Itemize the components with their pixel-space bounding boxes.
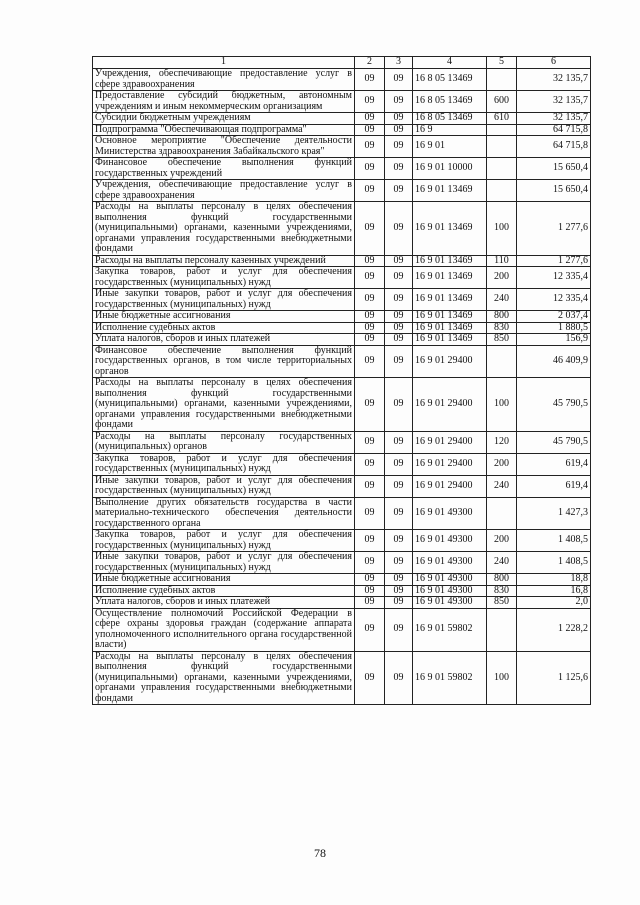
expense-type-cell: 830 <box>487 585 517 597</box>
section-cell: 09 <box>355 289 385 311</box>
amount-cell: 12 335,4 <box>517 289 591 311</box>
expense-type-cell: 100 <box>487 651 517 705</box>
target-article-cell: 16 8 05 13469 <box>413 69 487 91</box>
expense-type-cell: 110 <box>487 255 517 267</box>
table-row <box>93 453 591 475</box>
table-row <box>93 202 591 256</box>
target-article-cell: 16 9 01 10000 <box>413 158 487 180</box>
expense-type-cell: 100 <box>487 202 517 256</box>
target-article-cell: 16 9 01 59802 <box>413 608 487 651</box>
table-row <box>93 136 591 158</box>
amount-cell: 1 277,6 <box>517 202 591 256</box>
subsection-cell: 09 <box>385 475 413 497</box>
header-col-5: 5 <box>487 57 517 69</box>
section-cell: 09 <box>355 530 385 552</box>
item-name-cell: Закупка товаров, работ и услуг для обеспечения государственных (муниципальных) нужд <box>93 267 355 289</box>
section-cell: 09 <box>355 180 385 202</box>
target-article-cell: 16 9 01 13469 <box>413 334 487 346</box>
subsection-cell: 09 <box>385 202 413 256</box>
table-header-row <box>93 57 591 69</box>
item-name-cell: Иные бюджетные ассигнования <box>93 574 355 586</box>
expense-type-cell: 800 <box>487 574 517 586</box>
table-row <box>93 597 591 609</box>
section-cell: 09 <box>355 453 385 475</box>
target-article-cell: 16 9 01 49300 <box>413 585 487 597</box>
section-cell: 09 <box>355 255 385 267</box>
table-row <box>93 267 591 289</box>
target-article-cell: 16 9 01 49300 <box>413 597 487 609</box>
expense-type-cell <box>487 124 517 136</box>
table-row <box>93 475 591 497</box>
subsection-cell: 09 <box>385 311 413 323</box>
budget-table <box>92 56 591 705</box>
subsection-cell: 09 <box>385 113 413 125</box>
section-cell: 09 <box>355 651 385 705</box>
item-name-cell: Субсидии бюджетным учреждениям <box>93 113 355 125</box>
target-article-cell: 16 9 01 13469 <box>413 322 487 334</box>
table-row <box>93 255 591 267</box>
amount-cell: 156,9 <box>517 334 591 346</box>
section-cell: 09 <box>355 267 385 289</box>
item-name-cell: Иные закупки товаров, работ и услуг для обеспечения государственных (муниципальных) нужд <box>93 475 355 497</box>
table-row <box>93 608 591 651</box>
expense-type-cell <box>487 180 517 202</box>
target-article-cell: 16 8 05 13469 <box>413 91 487 113</box>
target-article-cell: 16 9 01 49300 <box>413 574 487 586</box>
item-name-cell: Иные закупки товаров, работ и услуг для обеспечения государственных (муниципальных) нужд <box>93 552 355 574</box>
amount-cell: 1 408,5 <box>517 530 591 552</box>
subsection-cell: 09 <box>385 124 413 136</box>
item-name-cell: Осуществление полномочий Российской Федерации в сфере охраны здоровья граждан (содержание аппарата уполномоченного исполнительного органа государственной власти) <box>93 608 355 651</box>
target-article-cell: 16 9 01 29400 <box>413 378 487 432</box>
amount-cell: 1 277,6 <box>517 255 591 267</box>
section-cell: 09 <box>355 136 385 158</box>
item-name-cell: Расходы на выплаты персоналу в целях обеспечения выполнения функций государственными (муниципальными) органами, казенными учреждениями, органами управления государственными внебюджетными фондами <box>93 202 355 256</box>
section-cell: 09 <box>355 608 385 651</box>
subsection-cell: 09 <box>385 136 413 158</box>
item-name-cell: Учреждения, обеспечивающие предоставление услуг в сфере здравоохранения <box>93 180 355 202</box>
amount-cell: 2 037,4 <box>517 311 591 323</box>
item-name-cell: Иные бюджетные ассигнования <box>93 311 355 323</box>
table-row <box>93 91 591 113</box>
subsection-cell: 09 <box>385 289 413 311</box>
amount-cell: 619,4 <box>517 453 591 475</box>
item-name-cell: Расходы на выплаты персоналу в целях обеспечения выполнения функций государственными (муниципальными) органами, казенными учреждениями, органами управления государственными внебюджетными фондами <box>93 651 355 705</box>
item-name-cell: Выполнение других обязательств государства в части материально-технического обеспечения деятельности государственного органа <box>93 497 355 530</box>
subsection-cell: 09 <box>385 497 413 530</box>
item-name-cell: Закупка товаров, работ и услуг для обеспечения государственных (муниципальных) нужд <box>93 453 355 475</box>
target-article-cell: 16 9 01 29400 <box>413 453 487 475</box>
expense-type-cell: 100 <box>487 378 517 432</box>
expense-type-cell: 240 <box>487 475 517 497</box>
section-cell: 09 <box>355 202 385 256</box>
target-article-cell: 16 9 01 13469 <box>413 267 487 289</box>
expense-type-cell <box>487 608 517 651</box>
section-cell: 09 <box>355 574 385 586</box>
section-cell: 09 <box>355 345 385 378</box>
subsection-cell: 09 <box>385 255 413 267</box>
target-article-cell: 16 9 01 29400 <box>413 475 487 497</box>
table-row <box>93 530 591 552</box>
page-number: 78 <box>314 846 326 860</box>
target-article-cell: 16 9 01 29400 <box>413 345 487 378</box>
amount-cell: 1 408,5 <box>517 552 591 574</box>
amount-cell: 32 135,7 <box>517 113 591 125</box>
table-row <box>93 497 591 530</box>
amount-cell: 1 427,3 <box>517 497 591 530</box>
item-name-cell: Расходы на выплаты персоналу в целях обеспечения выполнения функций государственными (муниципальными) органами, казенными учреждениями, органами управления государственными внебюджетными фондами <box>93 378 355 432</box>
amount-cell: 1 228,2 <box>517 608 591 651</box>
table-row <box>93 311 591 323</box>
amount-cell: 46 409,9 <box>517 345 591 378</box>
table-body <box>93 57 591 705</box>
table-row <box>93 431 591 453</box>
target-article-cell: 16 9 01 49300 <box>413 530 487 552</box>
section-cell: 09 <box>355 497 385 530</box>
subsection-cell: 09 <box>385 574 413 586</box>
table-row <box>93 651 591 705</box>
target-article-cell: 16 9 01 13469 <box>413 255 487 267</box>
table-row <box>93 289 591 311</box>
subsection-cell: 09 <box>385 585 413 597</box>
section-cell: 09 <box>355 431 385 453</box>
item-name-cell: Учреждения, обеспечивающие предоставление услуг в сфере здравоохранения <box>93 69 355 91</box>
expense-type-cell: 800 <box>487 311 517 323</box>
expense-type-cell: 120 <box>487 431 517 453</box>
item-name-cell: Иные закупки товаров, работ и услуг для обеспечения государственных (муниципальных) нужд <box>93 289 355 311</box>
table-row <box>93 322 591 334</box>
target-article-cell: 16 9 01 13469 <box>413 289 487 311</box>
subsection-cell: 09 <box>385 431 413 453</box>
amount-cell: 18,8 <box>517 574 591 586</box>
item-name-cell: Закупка товаров, работ и услуг для обеспечения государственных (муниципальных) нужд <box>93 530 355 552</box>
section-cell: 09 <box>355 124 385 136</box>
target-article-cell: 16 9 <box>413 124 487 136</box>
target-article-cell: 16 9 01 59802 <box>413 651 487 705</box>
item-name-cell: Основное мероприятие "Обеспечение деятельности Министерства здравоохранения Забайкальского края" <box>93 136 355 158</box>
expense-type-cell: 240 <box>487 552 517 574</box>
section-cell: 09 <box>355 378 385 432</box>
subsection-cell: 09 <box>385 597 413 609</box>
subsection-cell: 09 <box>385 158 413 180</box>
subsection-cell: 09 <box>385 453 413 475</box>
subsection-cell: 09 <box>385 69 413 91</box>
section-cell: 09 <box>355 113 385 125</box>
subsection-cell: 09 <box>385 180 413 202</box>
section-cell: 09 <box>355 597 385 609</box>
amount-cell: 15 650,4 <box>517 158 591 180</box>
table-row <box>93 158 591 180</box>
expense-type-cell <box>487 69 517 91</box>
amount-cell: 45 790,5 <box>517 431 591 453</box>
expense-type-cell: 610 <box>487 113 517 125</box>
table-row <box>93 378 591 432</box>
expense-type-cell <box>487 345 517 378</box>
amount-cell: 2,0 <box>517 597 591 609</box>
amount-cell: 16,8 <box>517 585 591 597</box>
expense-type-cell: 200 <box>487 453 517 475</box>
item-name-cell: Расходы на выплаты персоналу государственных (муниципальных) органов <box>93 431 355 453</box>
amount-cell: 1 880,5 <box>517 322 591 334</box>
amount-cell: 12 335,4 <box>517 267 591 289</box>
item-name-cell: Исполнение судебных актов <box>93 322 355 334</box>
amount-cell: 619,4 <box>517 475 591 497</box>
header-col-6: 6 <box>517 57 591 69</box>
section-cell: 09 <box>355 91 385 113</box>
section-cell: 09 <box>355 69 385 91</box>
item-name-cell: Исполнение судебных актов <box>93 585 355 597</box>
subsection-cell: 09 <box>385 267 413 289</box>
section-cell: 09 <box>355 322 385 334</box>
target-article-cell: 16 9 01 13469 <box>413 202 487 256</box>
section-cell: 09 <box>355 311 385 323</box>
subsection-cell: 09 <box>385 322 413 334</box>
header-col-1: 1 <box>93 57 355 69</box>
item-name-cell: Финансовое обеспечение выполнения функций государственных учреждений <box>93 158 355 180</box>
expense-type-cell: 600 <box>487 91 517 113</box>
table-row <box>93 345 591 378</box>
amount-cell: 32 135,7 <box>517 69 591 91</box>
subsection-cell: 09 <box>385 345 413 378</box>
item-name-cell: Расходы на выплаты персоналу казенных учреждений <box>93 255 355 267</box>
amount-cell: 15 650,4 <box>517 180 591 202</box>
table-row <box>93 334 591 346</box>
amount-cell: 64 715,8 <box>517 124 591 136</box>
subsection-cell: 09 <box>385 334 413 346</box>
section-cell: 09 <box>355 158 385 180</box>
subsection-cell: 09 <box>385 378 413 432</box>
target-article-cell: 16 9 01 <box>413 136 487 158</box>
expense-type-cell: 850 <box>487 597 517 609</box>
expense-type-cell: 830 <box>487 322 517 334</box>
item-name-cell: Финансовое обеспечение выполнения функций государственных органов, в том числе территориальных органов <box>93 345 355 378</box>
section-cell: 09 <box>355 552 385 574</box>
subsection-cell: 09 <box>385 608 413 651</box>
amount-cell: 32 135,7 <box>517 91 591 113</box>
expense-type-cell: 850 <box>487 334 517 346</box>
target-article-cell: 16 9 01 49300 <box>413 497 487 530</box>
expense-type-cell <box>487 158 517 180</box>
subsection-cell: 09 <box>385 530 413 552</box>
target-article-cell: 16 9 01 29400 <box>413 431 487 453</box>
expense-type-cell: 240 <box>487 289 517 311</box>
header-col-2: 2 <box>355 57 385 69</box>
amount-cell: 45 790,5 <box>517 378 591 432</box>
item-name-cell: Уплата налогов, сборов и иных платежей <box>93 334 355 346</box>
table-row <box>93 180 591 202</box>
table-row <box>93 69 591 91</box>
item-name-cell: Уплата налогов, сборов и иных платежей <box>93 597 355 609</box>
section-cell: 09 <box>355 334 385 346</box>
expense-type-cell: 200 <box>487 530 517 552</box>
amount-cell: 1 125,6 <box>517 651 591 705</box>
target-article-cell: 16 8 05 13469 <box>413 113 487 125</box>
item-name-cell: Предоставление субсидий бюджетным, автономным учреждениям и иным некоммерческим организациям <box>93 91 355 113</box>
expense-type-cell <box>487 497 517 530</box>
target-article-cell: 16 9 01 13469 <box>413 311 487 323</box>
table-row <box>93 585 591 597</box>
section-cell: 09 <box>355 475 385 497</box>
expense-type-cell <box>487 136 517 158</box>
table-row <box>93 574 591 586</box>
header-col-4: 4 <box>413 57 487 69</box>
table-row <box>93 124 591 136</box>
subsection-cell: 09 <box>385 91 413 113</box>
expense-type-cell: 200 <box>487 267 517 289</box>
header-col-3: 3 <box>385 57 413 69</box>
amount-cell: 64 715,8 <box>517 136 591 158</box>
table-row <box>93 113 591 125</box>
section-cell: 09 <box>355 585 385 597</box>
subsection-cell: 09 <box>385 651 413 705</box>
target-article-cell: 16 9 01 13469 <box>413 180 487 202</box>
table-row <box>93 552 591 574</box>
subsection-cell: 09 <box>385 552 413 574</box>
target-article-cell: 16 9 01 49300 <box>413 552 487 574</box>
item-name-cell: Подпрограмма "Обеспечивающая подпрограмма" <box>93 124 355 136</box>
